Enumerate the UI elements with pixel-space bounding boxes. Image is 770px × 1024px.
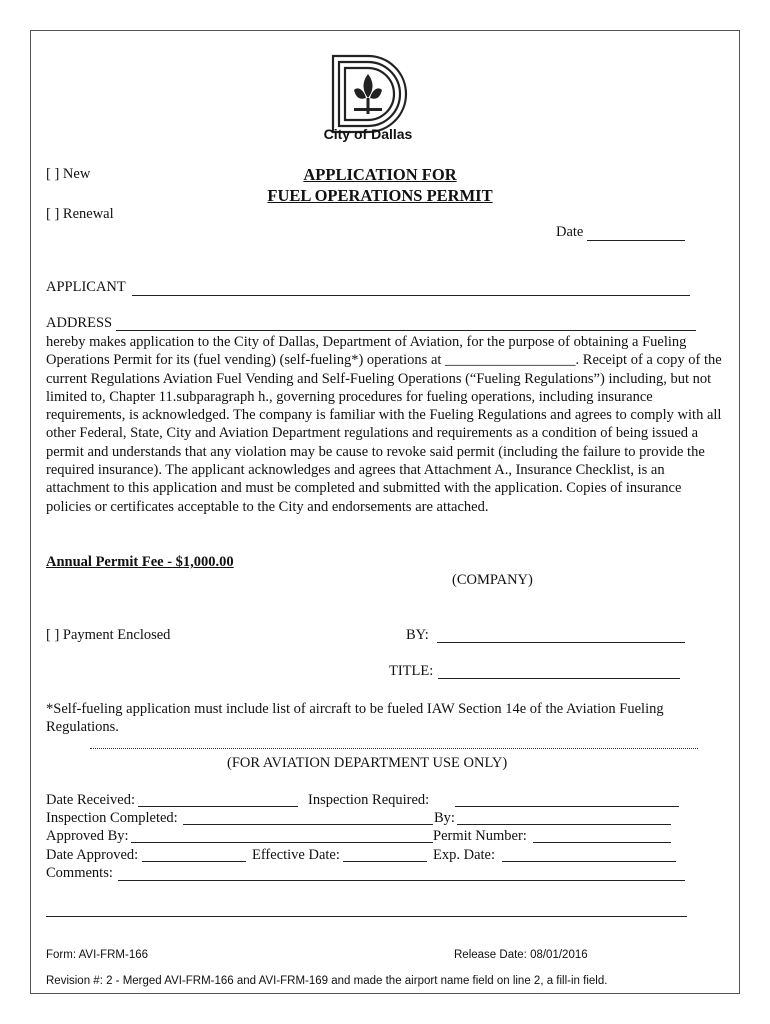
- applicant-field[interactable]: [132, 295, 690, 296]
- title-field[interactable]: [438, 678, 680, 679]
- logo-text: City of Dallas: [323, 126, 413, 142]
- by-office-label: By:: [434, 810, 455, 826]
- date-label: Date: [556, 224, 584, 240]
- company-label: (COMPANY): [452, 572, 533, 588]
- inspection-completed-label: Inspection Completed:: [46, 810, 178, 826]
- payment-enclosed-checkbox[interactable]: [ ] Payment Enclosed: [46, 627, 171, 643]
- address-label: ADDRESS: [46, 315, 113, 331]
- by-label: BY:: [406, 627, 429, 643]
- date-approved-field[interactable]: [142, 861, 246, 862]
- effective-date-label: Effective Date:: [252, 847, 340, 863]
- office-use-heading: (FOR AVIATION DEPARTMENT USE ONLY): [227, 755, 508, 771]
- form-title-line2: FUEL OPERATIONS PERMIT: [267, 186, 493, 205]
- form-title-line1: APPLICATION FOR: [303, 165, 457, 184]
- effective-date-field[interactable]: [343, 861, 427, 862]
- cut-line: [90, 748, 698, 749]
- comments-label: Comments:: [46, 865, 113, 881]
- revision-note: Revision #: 2 - Merged AVI-FRM-166 and AVI-FRM-169 and made the airport name field on line 2, a fill-in field.: [46, 975, 608, 987]
- date-field[interactable]: [587, 240, 685, 241]
- checkbox-new[interactable]: [ ] New: [46, 166, 91, 182]
- by-field[interactable]: [437, 642, 685, 643]
- release-date: Release Date: 08/01/2016: [454, 949, 588, 961]
- approved-by-label: Approved By:: [46, 828, 129, 844]
- self-fueling-note: *Self-fueling application must include list of aircraft to be fueled IAW Section 14e of the Aviation Fueling Regulations.: [46, 701, 664, 736]
- comments-field[interactable]: [118, 880, 685, 881]
- applicant-label: APPLICANT: [46, 279, 126, 295]
- checkbox-renewal[interactable]: [ ] Renewal: [46, 206, 114, 222]
- inspection-required-label: Inspection Required:: [308, 792, 430, 808]
- date-received-label: Date Received:: [46, 792, 135, 808]
- exp-date-field[interactable]: [502, 861, 676, 862]
- exp-date-label: Exp. Date:: [433, 847, 496, 863]
- application-paragraph: hereby makes application to the City of Dallas, Department of Aviation, for the purpose of obtaining a Fueling Operations Permit for its (fuel vending) (self-fueling*) operations at __________________. Receipt of a copy of the current Regulations Aviation Fuel Vending and Self-Fueling Operations (“Fueling Regulations”) including, but not limited to, Chapter 11.subparagraph h., governing procedures for fueling operations, including insurance requirements, is acknowledged. The company is familiar with the Fueling Regulations and agrees to comply with all other Federal, State, City and Aviation Department regulations and requirements as a condition of being issued a permit and understands that any violation may be cause to revoke said permit (including the failure to provide the required insurance). The applicant acknowledges and agrees that Attachment A., Insurance Checklist, is an attachment to this application and must be completed and submitted with the application. Copies of insurance policies or certificates acceptable to the City and endorsements are attached.: [46, 334, 722, 515]
- approved-by-field[interactable]: [131, 842, 433, 843]
- form-number: Form: AVI-FRM-166: [46, 949, 149, 961]
- annual-permit-fee: Annual Permit Fee - $1,000.00: [46, 554, 234, 570]
- inspection-required-field[interactable]: [455, 806, 679, 807]
- date-approved-label: Date Approved:: [46, 847, 139, 863]
- by-office-field[interactable]: [457, 824, 671, 825]
- permit-number-label: Permit Number:: [433, 828, 527, 844]
- address-field[interactable]: [116, 330, 696, 331]
- title-label: TITLE:: [389, 663, 434, 679]
- inspection-completed-field[interactable]: [183, 824, 433, 825]
- comments-field-line2[interactable]: [46, 916, 687, 917]
- date-received-field[interactable]: [138, 806, 298, 807]
- permit-number-field[interactable]: [533, 842, 671, 843]
